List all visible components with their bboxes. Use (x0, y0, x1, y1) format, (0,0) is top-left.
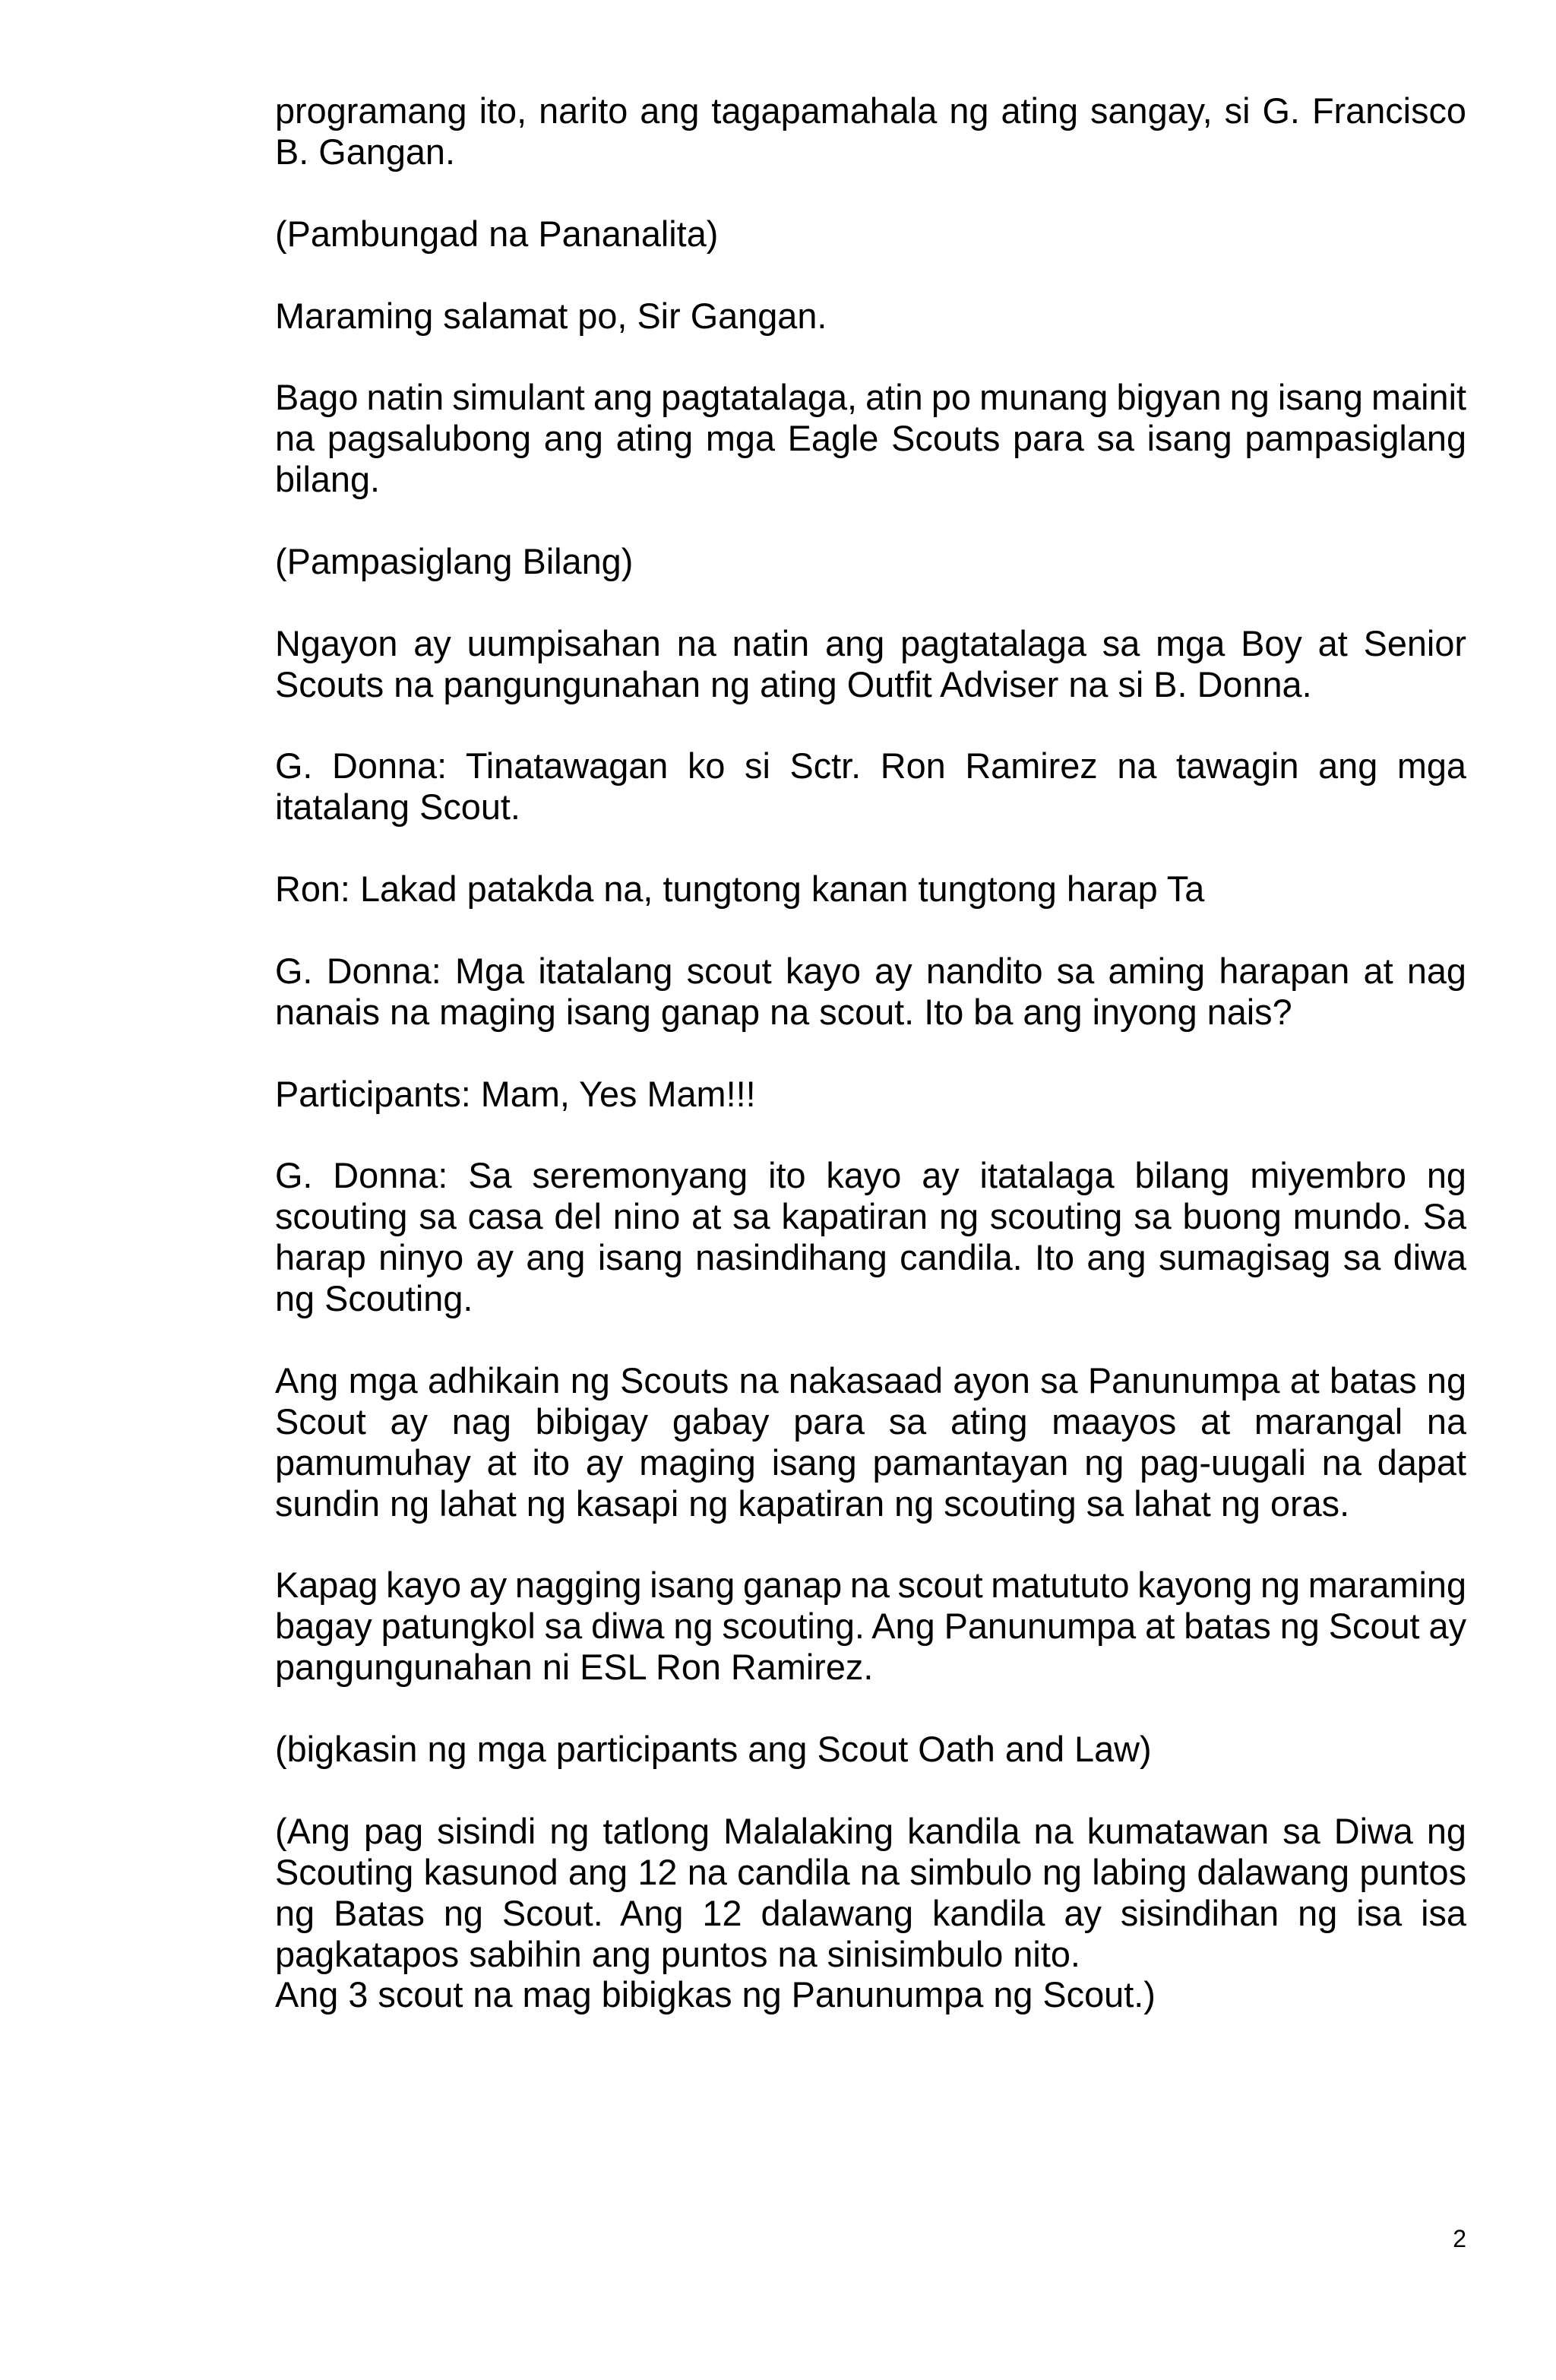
paragraph-line: B. Gangan. (275, 131, 455, 172)
paragraph-line: G. Donna: Tinatawagan ko si Sctr. Ron Ramirez na tawagin ang mga (275, 746, 1466, 786)
paragraph-line: na pagsalubong ang ating mga Eagle Scouts para sa isang pampasiglang (275, 419, 1466, 459)
paragraph-line: Ang mga adhikain ng Scouts na nakasaad ayon sa Panunumpa at batas ng (275, 1360, 1466, 1400)
paragraph-line: sundin ng lahat ng kasapi ng kapatiran ng scouting sa lahat ng oras. (275, 1483, 1350, 1524)
paragraph-line: Ron: Lakad patakda na, tungtong kanan tungtong harap Ta (275, 869, 1205, 910)
paragraph-intermission (275, 542, 1466, 583)
paragraph-line: pagkatapos sabihin ang puntos na sinisimbulo nito. (275, 1934, 1080, 1974)
paragraph-candle-lighting (275, 1812, 1466, 2017)
paragraph-line: G. Donna: Sa seremonyang ito kayo ay itatalaga bilang miyembro ng (275, 1156, 1466, 1196)
paragraph-line: Ang 3 scout na mag bibigkas ng Panunumpa ng Scout.) (275, 1975, 1156, 2015)
paragraph-line: pangungunahan ni ESL Ron Ramirez. (275, 1647, 874, 1688)
paragraph-line: Maraming salamat po, Sir Gangan. (275, 296, 827, 336)
paragraph-line: harap ninyo ay ang isang nasindihang candila. Ito ang sumagisag sa diwa (275, 1238, 1466, 1278)
paragraph-oath-lead (275, 1565, 1466, 1688)
paragraph-donna-question (275, 951, 1466, 1033)
paragraph-line: scouting sa casa del nino at sa kapatiran ng scouting sa buong mundo. Sa (275, 1197, 1466, 1237)
paragraph-line: bilang. (275, 460, 381, 500)
paragraph-ron-command (275, 869, 1466, 910)
page-number: 2 (1453, 2225, 1466, 2252)
paragraph-thanks (275, 296, 1466, 337)
paragraph-line: programang ito, narito ang tagapamahala ng ating sangay, si G. Francisco (275, 91, 1466, 131)
paragraph-line: Ngayon ay uumpisahan na natin ang pagtatalaga sa mga Boy at Senior (275, 623, 1466, 663)
paragraph-line: pamumuhay at ito ay maging isang pamantayan ng pag-uugali na dapat (275, 1442, 1466, 1483)
paragraph-line: (Pambungad na Pananalita) (275, 214, 719, 254)
paragraph-oath-note (275, 1730, 1466, 1771)
paragraph-welcome (275, 378, 1466, 501)
paragraph-intro (275, 91, 1466, 173)
paragraph-line: Kapag kayo ay nagging isang ganap na scout matututo kayong ng maraming (275, 1565, 1466, 1606)
paragraph-participants-answer (275, 1074, 1466, 1116)
paragraph-line: (Ang pag sisindi ng tatlong Malalaking kandila na kumatawan sa Diwa ng (275, 1811, 1466, 1851)
paragraph-line: (Pampasiglang Bilang) (275, 541, 634, 581)
paragraph-line: ng Batas ng Scout. Ang 12 dalawang kandila ay sisindihan ng isa isa (275, 1893, 1466, 1933)
paragraph-donna-ceremony (275, 1156, 1466, 1320)
paragraph-scout-ideals (275, 1361, 1466, 1525)
paragraph-line: Scouts na pangungunahan ng ating Outfit Adviser na si B. Donna. (275, 664, 1312, 704)
paragraph-line: Bago natin simulant ang pagtatalaga, atin po munang bigyan ng isang mainit (275, 378, 1466, 418)
paragraph-line: Scouting kasunod ang 12 na candila na simbulo ng labing dalawang puntos (275, 1852, 1466, 1892)
paragraph-donna-call (275, 746, 1466, 828)
paragraph-opening-remarks (275, 214, 1466, 255)
paragraph-line: bagay patungkol sa diwa ng scouting. Ang Panunumpa at batas ng Scout ay (275, 1606, 1466, 1647)
paragraph-line: Scout ay nag bibigay gabay para sa ating maayos at marangal na (275, 1401, 1466, 1442)
paragraph-investiture-start (275, 624, 1466, 706)
paragraph-line: nanais na maging isang ganap na scout. Ito ba ang inyong nais? (275, 992, 1292, 1032)
paragraph-line: ng Scouting. (275, 1279, 473, 1319)
paragraph-line: G. Donna: Mga itatalang scout kayo ay nandito sa aming harapan at nag (275, 951, 1466, 991)
paragraph-line: itatalang Scout. (275, 787, 520, 828)
paragraph-line: Participants: Mam, Yes Mam!!! (275, 1074, 756, 1114)
document-body (275, 91, 1466, 2016)
paragraph-line: (bigkasin ng mga participants ang Scout Oath and Law) (275, 1730, 1152, 1770)
